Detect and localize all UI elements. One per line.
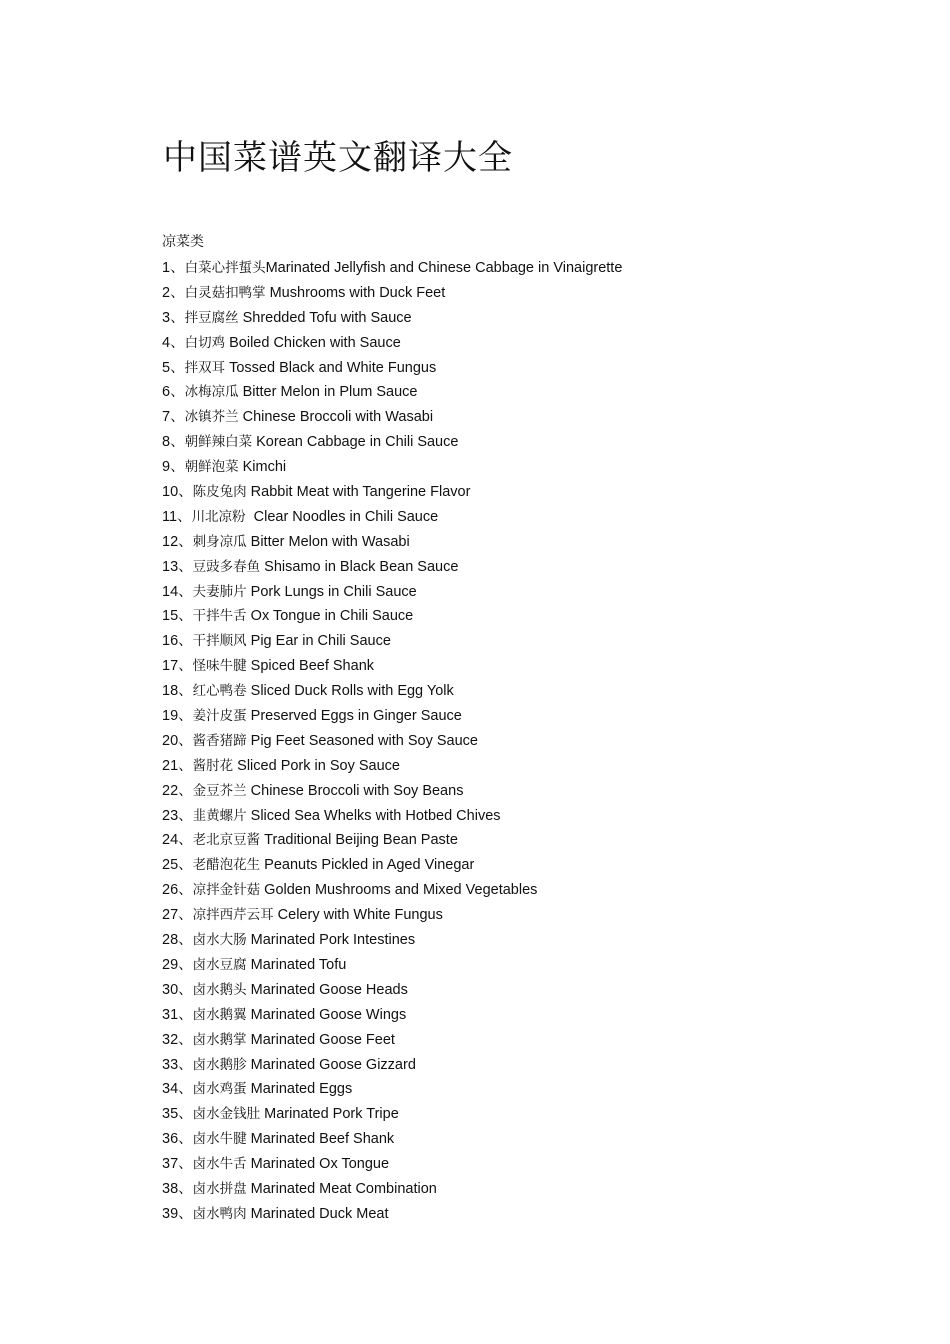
menu-item-chinese-name: 卤水鹅胗 xyxy=(192,1056,247,1073)
menu-item xyxy=(162,282,622,307)
menu-item xyxy=(162,1103,622,1128)
menu-item-chinese-name: 卤水大肠 xyxy=(192,932,247,949)
menu-item-chinese-name: 卤水牛腱 xyxy=(192,1131,247,1148)
menu-item-number: 2、 xyxy=(162,284,185,301)
menu-item-number: 14、 xyxy=(162,583,193,600)
menu-item xyxy=(162,581,622,606)
menu-item-number: 35、 xyxy=(162,1106,193,1123)
menu-item-english-name: Marinated Beef Shank xyxy=(246,1131,395,1148)
menu-item-english-name: Marinated Tofu xyxy=(246,956,347,973)
menu-item-english-name: Preserved Eggs in Ginger Sauce xyxy=(246,708,462,725)
menu-item-number: 32、 xyxy=(162,1031,193,1048)
menu-item xyxy=(162,630,622,655)
menu-item-english-name: Pork Lungs in Chili Sauce xyxy=(246,583,417,600)
menu-item-chinese-name: 白切鸡 xyxy=(184,334,226,351)
menu-item-number: 38、 xyxy=(162,1180,193,1197)
menu-item xyxy=(162,805,622,830)
menu-item-number: 1、 xyxy=(162,260,185,276)
menu-item-english-name: Marinated Goose Wings xyxy=(246,1006,407,1023)
menu-item xyxy=(162,506,622,531)
menu-item-english-name: Celery with White Fungus xyxy=(273,907,443,924)
menu-item-chinese-name: 怪味牛腱 xyxy=(192,658,247,675)
menu-item-english-name: Ox Tongue in Chili Sauce xyxy=(246,608,414,625)
menu-item-chinese-name: 酱香猪蹄 xyxy=(192,732,247,749)
document-title: 中国菜谱英文翻译大全 xyxy=(163,138,513,178)
menu-item-number: 19、 xyxy=(162,708,193,725)
menu-item xyxy=(162,1029,622,1054)
menu-item-chinese-name: 卤水鸭肉 xyxy=(192,1205,247,1222)
menu-item-chinese-name: 卤水豆腐 xyxy=(192,956,247,973)
menu-item-english-name: Marinated Eggs xyxy=(246,1081,353,1098)
menu-item xyxy=(162,979,622,1004)
menu-item-number: 37、 xyxy=(162,1156,193,1173)
menu-item-chinese-name: 卤水鹅翼 xyxy=(192,1006,247,1023)
menu-item xyxy=(162,431,622,456)
menu-item-chinese-name: 夫妻肺片 xyxy=(192,583,247,600)
menu-item-english-name: Clear Noodles in Chili Sauce xyxy=(245,508,439,525)
menu-item-number: 36、 xyxy=(162,1131,193,1148)
menu-item xyxy=(162,381,622,406)
menu-item xyxy=(162,257,622,282)
menu-item xyxy=(162,307,622,332)
menu-item-english-name: Marinated Meat Combination xyxy=(246,1180,437,1197)
menu-item xyxy=(162,829,622,854)
menu-item-english-name: Rabbit Meat with Tangerine Flavor xyxy=(246,484,471,501)
menu-item-chinese-name: 干拌牛舌 xyxy=(192,608,247,625)
menu-item-number: 27、 xyxy=(162,907,193,924)
menu-item-english-name: Marinated Goose Feet xyxy=(246,1031,395,1048)
menu-item-number: 22、 xyxy=(162,782,193,799)
menu-item-chinese-name: 干拌顺风 xyxy=(192,633,247,650)
menu-item-english-name: Mushrooms with Duck Feet xyxy=(265,284,446,301)
menu-item xyxy=(162,357,622,382)
menu-item-english-name: Pig Ear in Chili Sauce xyxy=(246,633,391,650)
menu-item-english-name: Korean Cabbage in Chili Sauce xyxy=(252,434,459,451)
menu-item-chinese-name: 姜汁皮蛋 xyxy=(192,708,247,725)
menu-item xyxy=(162,1203,622,1228)
menu-item-chinese-name: 川北凉粉 xyxy=(191,508,246,525)
menu-item-number: 10、 xyxy=(162,484,193,501)
menu-item-chinese-name: 卤水牛舌 xyxy=(192,1156,247,1173)
menu-item xyxy=(162,531,622,556)
menu-item xyxy=(162,680,622,705)
menu-item-number: 30、 xyxy=(162,981,193,998)
menu-item-chinese-name: 酱肘花 xyxy=(192,757,234,774)
menu-item-number: 20、 xyxy=(162,732,193,749)
menu-item-english-name: Marinated Jellyfish and Chinese Cabbage in Vinaigrette xyxy=(265,260,623,276)
menu-item-number: 25、 xyxy=(162,857,193,874)
menu-item xyxy=(162,1054,622,1079)
section-heading-cold-dishes: 凉菜类 xyxy=(162,234,204,250)
menu-item-english-name: Shisamo in Black Bean Sauce xyxy=(260,558,459,575)
menu-item-chinese-name: 卤水拼盘 xyxy=(192,1180,247,1197)
menu-item-number: 17、 xyxy=(162,658,193,675)
menu-item-chinese-name: 老醋泡花生 xyxy=(192,857,261,874)
menu-item xyxy=(162,730,622,755)
menu-item-english-name: Chinese Broccoli with Soy Beans xyxy=(246,782,464,799)
menu-item xyxy=(162,456,622,481)
menu-item-english-name: Pig Feet Seasoned with Soy Sauce xyxy=(246,732,478,749)
menu-item-number: 39、 xyxy=(162,1205,193,1222)
menu-item-english-name: Bitter Melon in Plum Sauce xyxy=(238,384,418,401)
menu-item-chinese-name: 凉拌金针菇 xyxy=(192,882,261,899)
menu-item xyxy=(162,954,622,979)
menu-item-english-name: Boiled Chicken with Sauce xyxy=(225,334,401,351)
menu-item-english-name: Marinated Ox Tongue xyxy=(246,1156,390,1173)
menu-item-number: 23、 xyxy=(162,807,193,824)
menu-item xyxy=(162,406,622,431)
menu-item-number: 12、 xyxy=(162,533,193,550)
menu-item-number: 29、 xyxy=(162,956,193,973)
menu-item-number: 5、 xyxy=(162,359,185,376)
menu-item-english-name: Peanuts Pickled in Aged Vinegar xyxy=(260,857,475,874)
menu-item-chinese-name: 陈皮兔肉 xyxy=(192,484,247,501)
menu-item xyxy=(162,705,622,730)
menu-item xyxy=(162,655,622,680)
menu-item-number: 16、 xyxy=(162,633,193,650)
menu-item-number: 31、 xyxy=(162,1006,193,1023)
menu-item-number: 34、 xyxy=(162,1081,193,1098)
menu-item-english-name: Bitter Melon with Wasabi xyxy=(246,533,410,550)
menu-item-number: 15、 xyxy=(162,608,193,625)
menu-item-number: 6、 xyxy=(162,384,185,401)
menu-item-english-name: Kimchi xyxy=(238,459,287,476)
menu-item xyxy=(162,879,622,904)
menu-item xyxy=(162,556,622,581)
menu-item-number: 13、 xyxy=(162,558,193,575)
menu-item-chinese-name: 卤水鹅掌 xyxy=(192,1031,247,1048)
menu-item xyxy=(162,780,622,805)
menu-item xyxy=(162,904,622,929)
menu-item xyxy=(162,1078,622,1103)
menu-item-number: 28、 xyxy=(162,932,193,949)
menu-item-number: 18、 xyxy=(162,683,193,700)
menu-item-english-name: Shredded Tofu with Sauce xyxy=(238,309,412,326)
menu-item xyxy=(162,755,622,780)
menu-item xyxy=(162,481,622,506)
menu-item xyxy=(162,1178,622,1203)
menu-item-english-name: Marinated Pork Tripe xyxy=(260,1106,399,1123)
menu-item-number: 8、 xyxy=(162,434,185,451)
menu-item-english-name: Marinated Duck Meat xyxy=(246,1205,389,1222)
menu-item-chinese-name: 冰镇芥兰 xyxy=(184,409,239,426)
menu-item-english-name: Traditional Beijing Bean Paste xyxy=(260,832,458,849)
menu-item-english-name: Chinese Broccoli with Wasabi xyxy=(238,409,434,426)
menu-item-list xyxy=(162,257,622,1228)
menu-item-chinese-name: 拌豆腐丝 xyxy=(184,309,239,326)
menu-item-chinese-name: 白菜心拌蜇头 xyxy=(184,260,266,276)
menu-item-chinese-name: 韭黄螺片 xyxy=(192,807,247,824)
menu-item-english-name: Marinated Goose Gizzard xyxy=(246,1056,416,1073)
menu-item xyxy=(162,1153,622,1178)
menu-item-number: 4、 xyxy=(162,334,185,351)
menu-item xyxy=(162,1128,622,1153)
menu-item-chinese-name: 卤水鹅头 xyxy=(192,981,247,998)
menu-item-number: 11、 xyxy=(162,508,192,525)
menu-item-english-name: Spiced Beef Shank xyxy=(246,658,375,675)
menu-item xyxy=(162,929,622,954)
menu-item-english-name: Tossed Black and White Fungus xyxy=(225,359,437,376)
menu-item-english-name: Golden Mushrooms and Mixed Vegetables xyxy=(260,882,538,899)
menu-item-chinese-name: 卤水金钱肚 xyxy=(192,1106,261,1123)
menu-item-number: 24、 xyxy=(162,832,193,849)
menu-item-chinese-name: 红心鸭卷 xyxy=(192,683,247,700)
menu-item-chinese-name: 刺身凉瓜 xyxy=(192,533,247,550)
menu-item-english-name: Sliced Pork in Soy Sauce xyxy=(233,757,400,774)
menu-item xyxy=(162,854,622,879)
menu-item-english-name: Marinated Goose Heads xyxy=(246,981,408,998)
menu-item-english-name: Sliced Sea Whelks with Hotbed Chives xyxy=(246,807,501,824)
menu-item xyxy=(162,1004,622,1029)
menu-item-number: 26、 xyxy=(162,882,193,899)
menu-item-english-name: Marinated Pork Intestines xyxy=(246,932,416,949)
menu-item-number: 21、 xyxy=(162,757,193,774)
menu-item-number: 7、 xyxy=(162,409,185,426)
menu-item-number: 3、 xyxy=(162,309,185,326)
menu-item-chinese-name: 朝鲜辣白菜 xyxy=(184,434,253,451)
menu-item-chinese-name: 白灵菇扣鸭掌 xyxy=(184,284,266,301)
menu-item xyxy=(162,605,622,630)
menu-item xyxy=(162,332,622,357)
menu-item-number: 33、 xyxy=(162,1056,193,1073)
menu-item-number: 9、 xyxy=(162,459,185,476)
menu-item-chinese-name: 金豆芥兰 xyxy=(192,782,247,799)
menu-item-chinese-name: 凉拌西芹云耳 xyxy=(192,907,274,924)
menu-item-chinese-name: 冰梅凉瓜 xyxy=(184,384,239,401)
menu-item-chinese-name: 朝鲜泡菜 xyxy=(184,459,239,476)
menu-item-chinese-name: 拌双耳 xyxy=(184,359,226,376)
menu-item-chinese-name: 老北京豆酱 xyxy=(192,832,261,849)
menu-item-english-name: Sliced Duck Rolls with Egg Yolk xyxy=(246,683,454,700)
menu-item-chinese-name: 卤水鸡蛋 xyxy=(192,1081,247,1098)
menu-item-chinese-name: 豆豉多春鱼 xyxy=(192,558,261,575)
